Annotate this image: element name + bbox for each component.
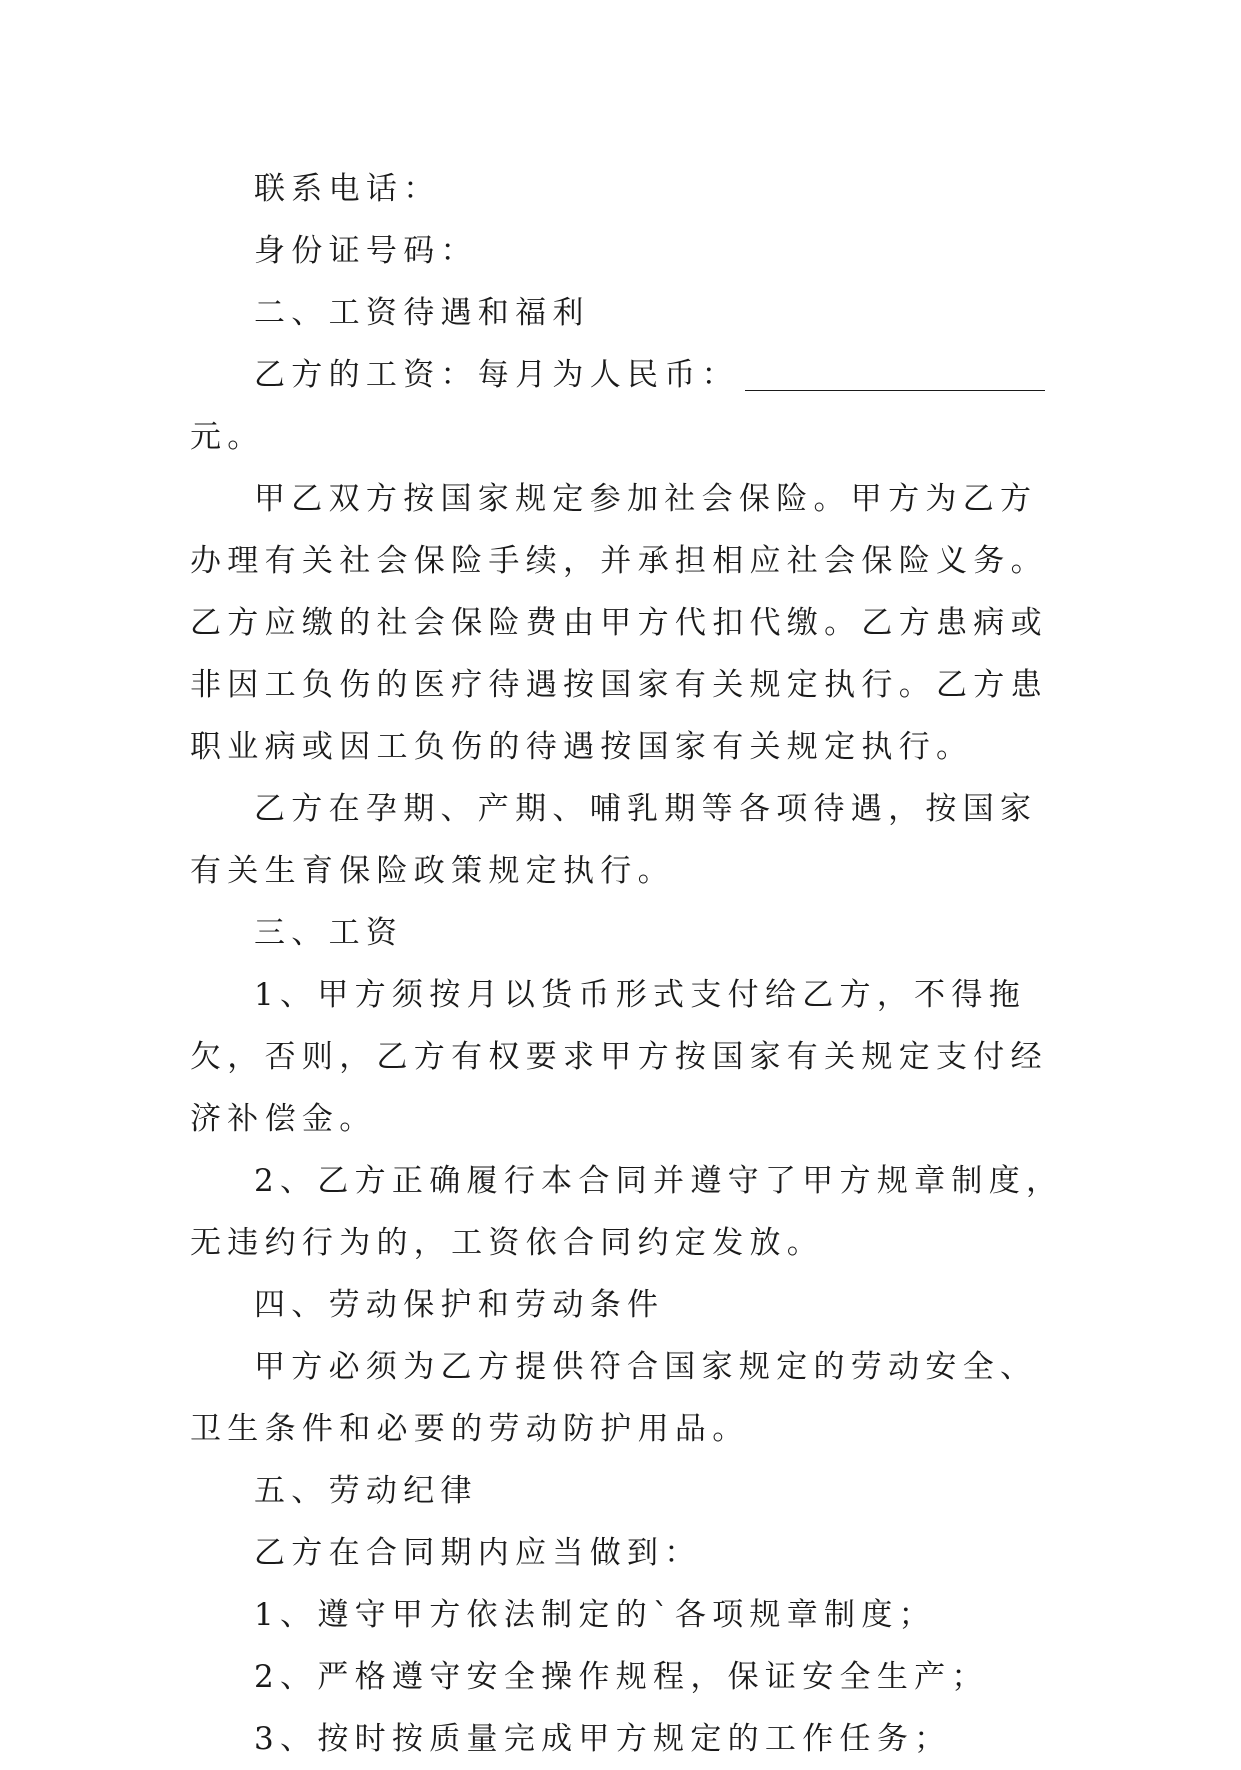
section-4-heading: 四、劳动保护和劳动条件 xyxy=(254,1287,665,1323)
section-2-heading: 二、工资待遇和福利 xyxy=(254,295,590,331)
discipline-intro: 乙方在合同期内应当做到： xyxy=(254,1535,702,1571)
salary-amount-blank xyxy=(745,354,1045,391)
id-number-field-label: 身份证号码： xyxy=(254,233,478,269)
discipline-item-3: 3、按时按质量完成甲方规定的工作任务； xyxy=(254,1721,952,1757)
document-body xyxy=(190,158,1070,1770)
section-3-heading: 三、工资 xyxy=(254,915,404,951)
discipline-item-2: 2、严格遵守安全操作规程，保证安全生产； xyxy=(254,1659,989,1695)
wage-clause-2: 2、乙方正确履行本合同并遵守了甲方规章制度，无违约行为的，工资依合同约定发放。 xyxy=(190,1163,1064,1261)
salary-suffix: 元。 xyxy=(190,419,265,455)
salary-prefix: 乙方的工资：每月为人民币： xyxy=(254,357,739,393)
discipline-item-1: 1、遵守甲方依法制定的`各项规章制度； xyxy=(254,1597,936,1633)
salary-paragraph xyxy=(190,344,1070,468)
protection-paragraph: 甲方必须为乙方提供符合国家规定的劳动安全、卫生条件和必要的劳动防护用品。 xyxy=(190,1349,1038,1447)
wage-clause-1: 1、甲方须按月以货币形式支付给乙方，不得拖欠，否则，乙方有权要求甲方按国家有关规定支付经济补偿金。 xyxy=(190,977,1048,1137)
section-5-heading: 五、劳动纪律 xyxy=(254,1473,478,1509)
social-insurance-paragraph: 甲乙双方按国家规定参加社会保险。甲方为乙方办理有关社会保险手续，并承担相应社会保险义务。乙方应缴的社会保险费由甲方代扣代缴。乙方患病或非因工负伤的医疗待遇按国家有关规定执行。乙方患职业病或因工负伤的待遇按国家有关规定执行。 xyxy=(190,481,1048,765)
phone-field-label: 联系电话： xyxy=(254,171,441,207)
maternity-paragraph: 乙方在孕期、产期、哺乳期等各项待遇，按国家有关生育保险政策规定执行。 xyxy=(190,791,1038,889)
